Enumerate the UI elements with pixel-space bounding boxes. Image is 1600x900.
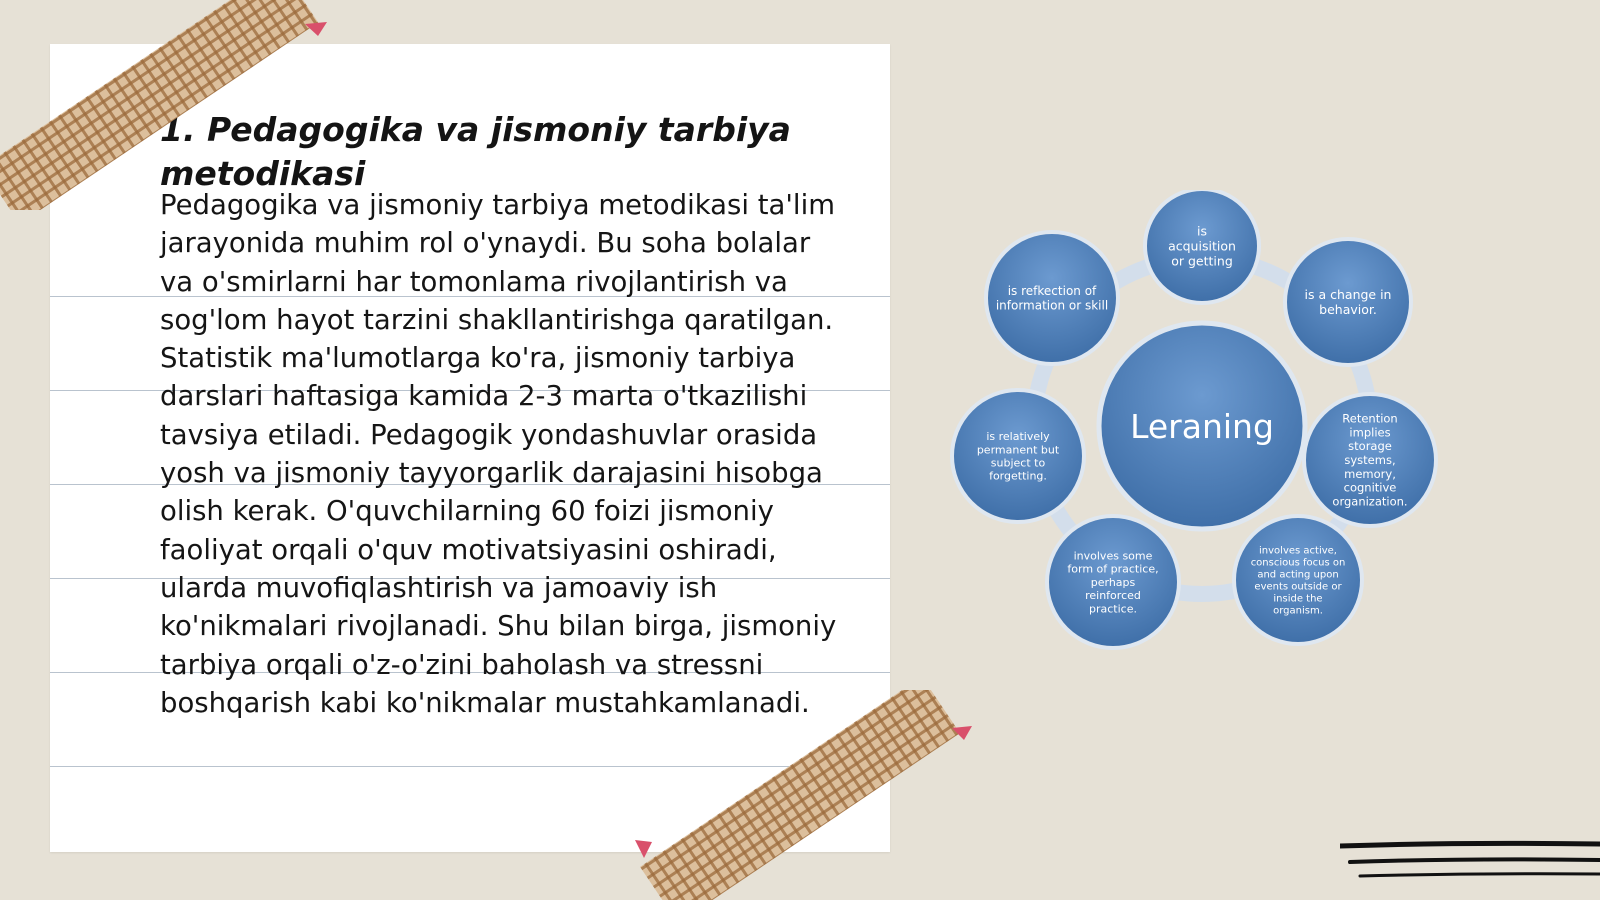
diagram-node — [1304, 394, 1436, 526]
diagram-node-label: is acquisition or getting — [1168, 223, 1236, 269]
diagram-node-label: Retention implies storage systems, memory, cognitive organization. — [1332, 411, 1408, 509]
decorative-lines — [1340, 840, 1600, 890]
body-paragraph: Pedagogika va jismoniy tarbiya metodikasi ta'lim jarayonida muhim rol o'ynaydi. Bu soha bolalar va o'smirlarni har tomonlama rivojlantirish va sog'lom hayot tarzini shakllantirishga qaratilgan. Statistik ma'lumotlarga ko'ra, jismoniy tarbiya darslari haftasiga kamida 2-3 marta o'tkazilishi tavsiya etiladi. Pedagogik yondashuvlar orasida yosh va jismoniy tayyorgarlik darajasini hisobga olish kerak. O'quvchilarning 60 foizi jismoniy faoliyat orqali o'quv motivatsiyasini oshiradi, ularda muvofiqlashtirish va jamoaviy ish ko'nikmalari rivojlanadi. Shu bilan birga, jismoniy tarbiya orqali o'z-o'zini baholash va stressni boshqarish kabi ko'nikmalar mustahkamlanadi. — [160, 189, 837, 719]
tape-top-left — [0, 0, 340, 210]
center-label: Leraning — [1130, 407, 1274, 446]
diagram-node-label: involves some form of practice, perhaps reinforced practice. — [1067, 549, 1159, 616]
learning-diagram — [940, 190, 1440, 650]
diagram-node — [1285, 239, 1411, 365]
diagram-node — [1145, 190, 1259, 303]
diagram-node — [1047, 516, 1179, 648]
center-node — [1099, 323, 1305, 529]
diagram-node — [1234, 516, 1362, 644]
tape-bottom — [630, 690, 980, 900]
diagram-node-label: is refkection of information or skill — [995, 284, 1109, 313]
diagram-node-label: is a change in behavior. — [1304, 286, 1392, 317]
diagram-node-label: is relatively permanent but subject to forgetting. — [976, 430, 1060, 483]
slide-title: 1. Pedagogika va jismoniy tarbiya metodikasi — [160, 110, 791, 193]
diagram-node — [986, 232, 1118, 364]
diagram-node-label: involves active, conscious focus on and acting upon events outside or inside the organism. — [1250, 545, 1346, 617]
diagram-node — [952, 390, 1084, 522]
